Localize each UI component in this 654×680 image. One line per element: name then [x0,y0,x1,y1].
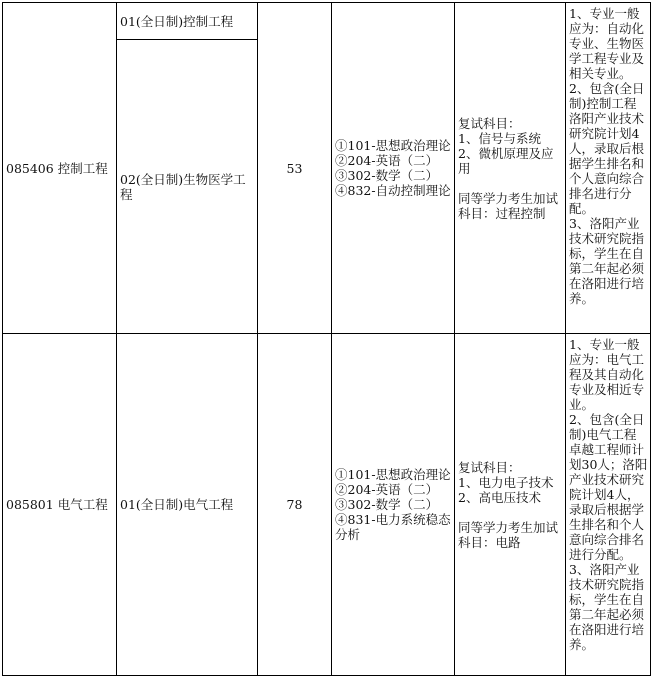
direction-label: 01(全日制)控制工程 [120,13,234,29]
table-row-2-notes [566,337,650,675]
retest-item: 1、信号与系统 [458,130,541,146]
exam-subject: ③302-数学（二） [335,168,439,183]
quota-value: 78 [286,497,303,512]
exam-subject: ②204-英语（二） [335,482,439,497]
table-row-1-direction-2 [117,40,257,333]
code-name: 085406 控制工程 [6,160,108,176]
table-row-2-exam-subjects [332,334,454,675]
table-row-2-direction-1 [117,334,257,675]
table-row-1-code [3,3,116,333]
exam-subject: ③302-数学（二） [335,497,439,512]
note-item: 2、包含(全日制)控制工程洛阳产业技术研究院计划4人，录取后根据学生排名和个人意向综合排名进行分配。 [569,81,645,216]
retest-title: 复试科目： [458,459,521,475]
table-row-1-exam-subjects [332,3,454,333]
note-item: 1、专业一般应为：电气工程及其自动化专业及相近专业。 [569,337,645,412]
retest-item: 2、微机原理及应用 [458,145,554,176]
table-row-2-retest [455,334,565,675]
table-row-1-direction-1 [117,3,257,39]
retest-title: 复试科目： [458,115,521,131]
retest-item: 1、电力电子技术 [458,474,554,490]
note-item: 3、洛阳产业技术研究院指标，学生在自第二年起必须在洛阳进行培养。 [569,216,645,306]
exam-subject: ④831-电力系统稳态分析 [335,512,451,542]
note-item: 1、专业一般应为：自动化专业、生物医学工程专业及相关专业。 [569,6,645,81]
equivalent-subject: 同等学力考生加试科目：电路 [458,519,559,550]
note-item: 2、包含(全日制)电气工程卓越工程师计划30人；洛阳产业技术研究院计划4人，录取后根据学生排名和个人意向综合排名进行分配。 [569,412,648,562]
exam-subject: ①101-思想政治理论 [335,467,451,482]
table-row-2-code [3,334,116,675]
exam-subject: ④832-自动控制理论 [335,183,451,198]
exam-subject: ②204-英语（二） [335,153,439,168]
exam-subject: ①101-思想政治理论 [335,138,451,153]
table-row-2-quota [258,334,331,675]
admissions-table [2,2,651,676]
table-row-1-retest [455,3,565,333]
code-name: 085801 电气工程 [6,497,108,512]
table-row-1-quota [258,3,331,333]
direction-label: 02(全日制)生物医学工程 [120,171,246,202]
equivalent-subject: 同等学力考生加试科目：过程控制 [458,190,559,221]
quota-value: 53 [286,160,303,176]
retest-item: 2、高电压技术 [458,489,541,505]
direction-label: 01(全日制)电气工程 [120,497,234,512]
table-row-1-notes [566,6,650,333]
note-item: 3、洛阳产业技术研究院指标，学生在自第二年起必须在洛阳进行培养。 [569,562,645,652]
